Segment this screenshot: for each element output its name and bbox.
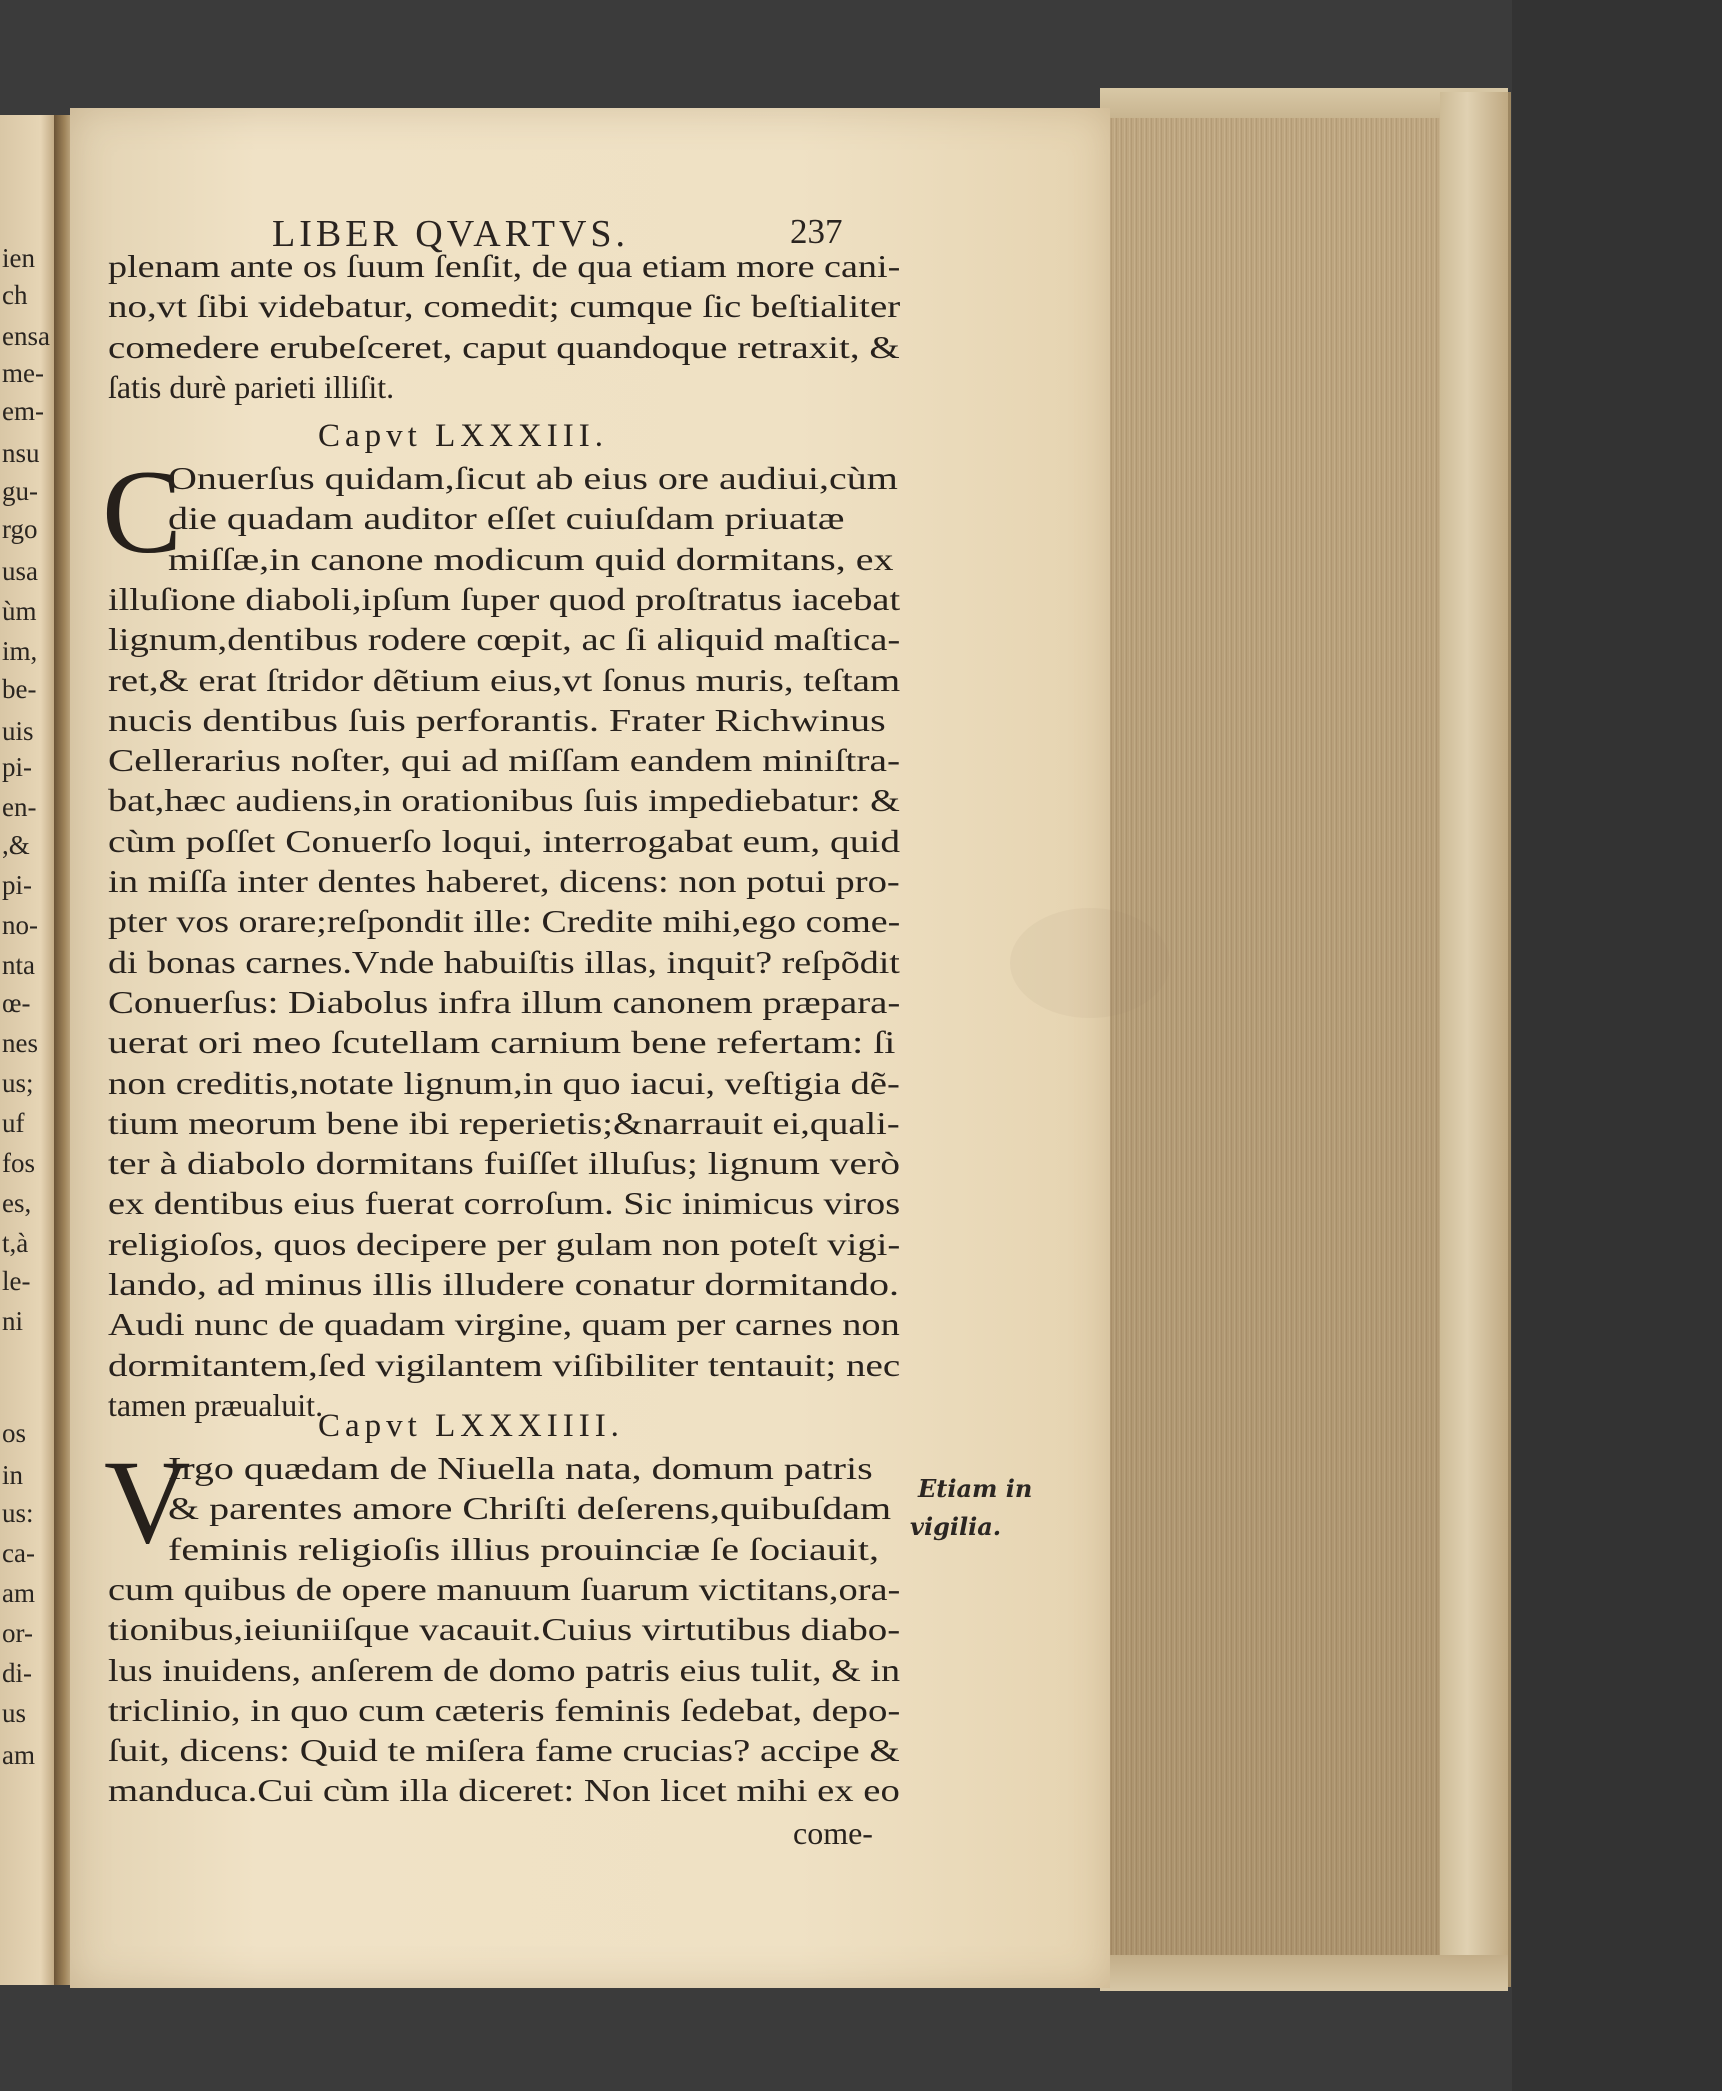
text-line: bat,hæc audiens,in orationibus ſuis impediebatur: & — [108, 782, 900, 819]
text-line: Cellerarius noſter, qui ad miſſam eandem miniſtra- — [108, 742, 901, 779]
left-page-text-fragment: rgo — [2, 514, 38, 544]
left-page-text-fragment: im, — [2, 636, 38, 666]
text-line: lando, ad minus illis illudere conatur dormitando. — [108, 1266, 899, 1302]
text-line: lus inuidens, anſerem de domo patris eius tulit, & in — [108, 1651, 901, 1688]
left-page-text-fragment: uis — [2, 716, 34, 746]
text-line: triclinio, in quo cum cæteris feminis ſedebat, depo- — [108, 1691, 901, 1728]
left-page-text-fragment: usa — [2, 556, 38, 586]
left-page-text-fragment: nsu — [2, 438, 40, 468]
left-page-text-fragment: me- — [2, 358, 44, 388]
left-page-text-fragment: am — [2, 1740, 35, 1770]
text-line: plenam ante os ſuum ſenſit, de qua etiam more cani- — [108, 248, 901, 284]
text-line: ſatis durè parieti illiſit. — [108, 368, 395, 405]
left-page-text-fragment: ni — [2, 1306, 24, 1336]
left-page-text-fragment: nes — [2, 1028, 38, 1058]
left-page-text-fragment: fos — [2, 1148, 35, 1178]
left-page-text-fragment: or- — [2, 1618, 33, 1648]
text-line: dormitantem,ſed vigilantem viſibiliter tentauit; nec — [108, 1346, 901, 1383]
text-line: illuſione diaboli,ipſum ſuper quod proſtratus iacebat — [108, 580, 901, 617]
text-line: di bonas carnes.Vnde habuiſtis illas, inquit? reſpõdit — [108, 943, 900, 980]
text-line: ter à diabolo dormitans fuiſſet illuſus; lignum verò — [108, 1145, 901, 1182]
text-line: Conuerſus: Diabolus infra illum canonem præpara- — [108, 983, 901, 1020]
text-line: tium meorum bene ibi reperietis;&narrauit ei,quali- — [108, 1104, 900, 1141]
text-line: die quadam auditor eſſet cuiuſdam priuatæ — [168, 500, 845, 537]
left-page-text-fragment: di- — [2, 1658, 32, 1688]
background-edge — [1512, 0, 1722, 2091]
text-line: ret,& erat ſtridor dẽtium eius,vt ſonus muris, teſtam — [108, 661, 901, 698]
drop-cap: C — [102, 445, 183, 578]
left-page-text-fragment: no- — [2, 910, 38, 940]
left-page-text-fragment: ensa — [2, 321, 50, 351]
left-page-text-fragment: em- — [2, 396, 44, 426]
left-page-text-fragment: us — [2, 1698, 27, 1728]
text-line: Irgo quædam de Niuella nata, domum patris — [168, 1450, 873, 1486]
text-line: cum quibus de opere manuum ſuarum victitans,ora- — [108, 1570, 901, 1607]
paper-stain — [1010, 908, 1170, 1018]
text-line: Onuerſus quidam,ſicut ab eius ore audiui,cùm — [168, 460, 898, 496]
left-page-text-fragment: gu- — [2, 476, 38, 506]
text-line: manduca.Cui cùm illa diceret: Non licet mihi ex eo — [108, 1772, 900, 1809]
left-page-text-fragment: ,& — [2, 830, 30, 860]
left-page-text-fragment: in — [2, 1460, 24, 1490]
text-line: nucis dentibus ſuis perforantis. Frater Richwinus — [108, 701, 886, 738]
book-cover-board — [1440, 92, 1511, 1987]
chapter-heading: Capvt LXXXIIII. — [318, 1408, 624, 1444]
left-page-text-fragment: us: — [2, 1498, 34, 1528]
text-line: & parentes amore Chriſti deſerens,quibuſdam — [168, 1490, 892, 1527]
marginal-note: Etiam in — [918, 1474, 1033, 1503]
left-page-text-fragment: be- — [2, 674, 37, 704]
left-page-text-fragment: uf — [2, 1108, 25, 1138]
text-line: no,vt ſibi videbatur, comedit; cumque ſic beſtialiter — [108, 288, 901, 325]
text-line: ſuit, dicens: Quid te miſera fame crucias? accipe & — [108, 1732, 900, 1769]
left-page-text-fragment: pi- — [2, 752, 32, 782]
text-line: religioſos, quos decipere per gulam non poteſt vigi- — [108, 1225, 901, 1262]
left-page-text-fragment: t,à — [2, 1228, 29, 1258]
left-page-text-fragment: le- — [2, 1266, 31, 1296]
page-fore-edge — [1103, 118, 1453, 1958]
text-line: tamen præualuit. — [108, 1386, 324, 1423]
left-page-text-fragment: en- — [2, 792, 37, 822]
text-line: Audi nunc de quadam virgine, quam per carnes non — [108, 1306, 900, 1343]
left-page-text-fragment: ca- — [2, 1538, 35, 1568]
left-page — [0, 115, 58, 1985]
left-page-text-fragment: us; — [2, 1068, 34, 1098]
text-line: uerat ori meo ſcutellam carnium bene refertam: ſi — [108, 1024, 896, 1061]
text-line: in miſſa inter dentes haberet, dicens: non potui pro- — [108, 863, 900, 899]
marginal-note: vigilia. — [910, 1512, 1002, 1541]
text-line: ex dentibus eius fuerat corroſum. Sic inimicus viros — [108, 1185, 901, 1222]
running-head: LIBER QVARTVS. — [272, 213, 630, 255]
cover-bottom-edge — [1100, 1955, 1508, 1991]
left-page-text-fragment: es, — [2, 1188, 32, 1218]
text-line: cùm poſſet Conuerſo loqui, interrogabat eum, quid — [108, 822, 901, 859]
text-line: lignum,dentibus rodere cœpit, ac ſi aliquid maſtica- — [108, 621, 901, 658]
text-line: pter vos orare;reſpondit ille: Credite mihi,ego come- — [108, 903, 901, 940]
left-page-text-fragment: nta — [2, 950, 35, 980]
text-line: feminis religioſis illius prouinciæ ſe ſociauit, — [168, 1530, 880, 1567]
drop-cap: V — [104, 1435, 191, 1568]
chapter-heading: Capvt LXXXIII. — [318, 418, 608, 454]
text-line: non creditis,notate lignum,in quo iacui, veſtigia dẽ- — [108, 1064, 900, 1101]
text-line: comedere erubeſceret, caput quandoque retraxit, & — [108, 328, 900, 365]
left-page-text-fragment: œ- — [2, 988, 31, 1018]
catchword: come- — [793, 1814, 873, 1851]
page-number: 237 — [790, 212, 843, 251]
left-page-text-fragment: ùm — [2, 596, 37, 626]
left-page-text-fragment: ch — [2, 280, 28, 310]
left-page-text-fragment: os — [2, 1418, 27, 1448]
text-line: tionibus,ieiuniiſque vacauit.Cuius virtutibus diabo- — [108, 1611, 901, 1648]
text-line: miſſæ,in canone modicum quid dormitans, ex — [168, 540, 894, 577]
left-page-text-fragment: ien — [2, 243, 35, 273]
left-page-text-fragment: pi- — [2, 870, 32, 900]
left-page-text-fragment: am — [2, 1578, 35, 1608]
